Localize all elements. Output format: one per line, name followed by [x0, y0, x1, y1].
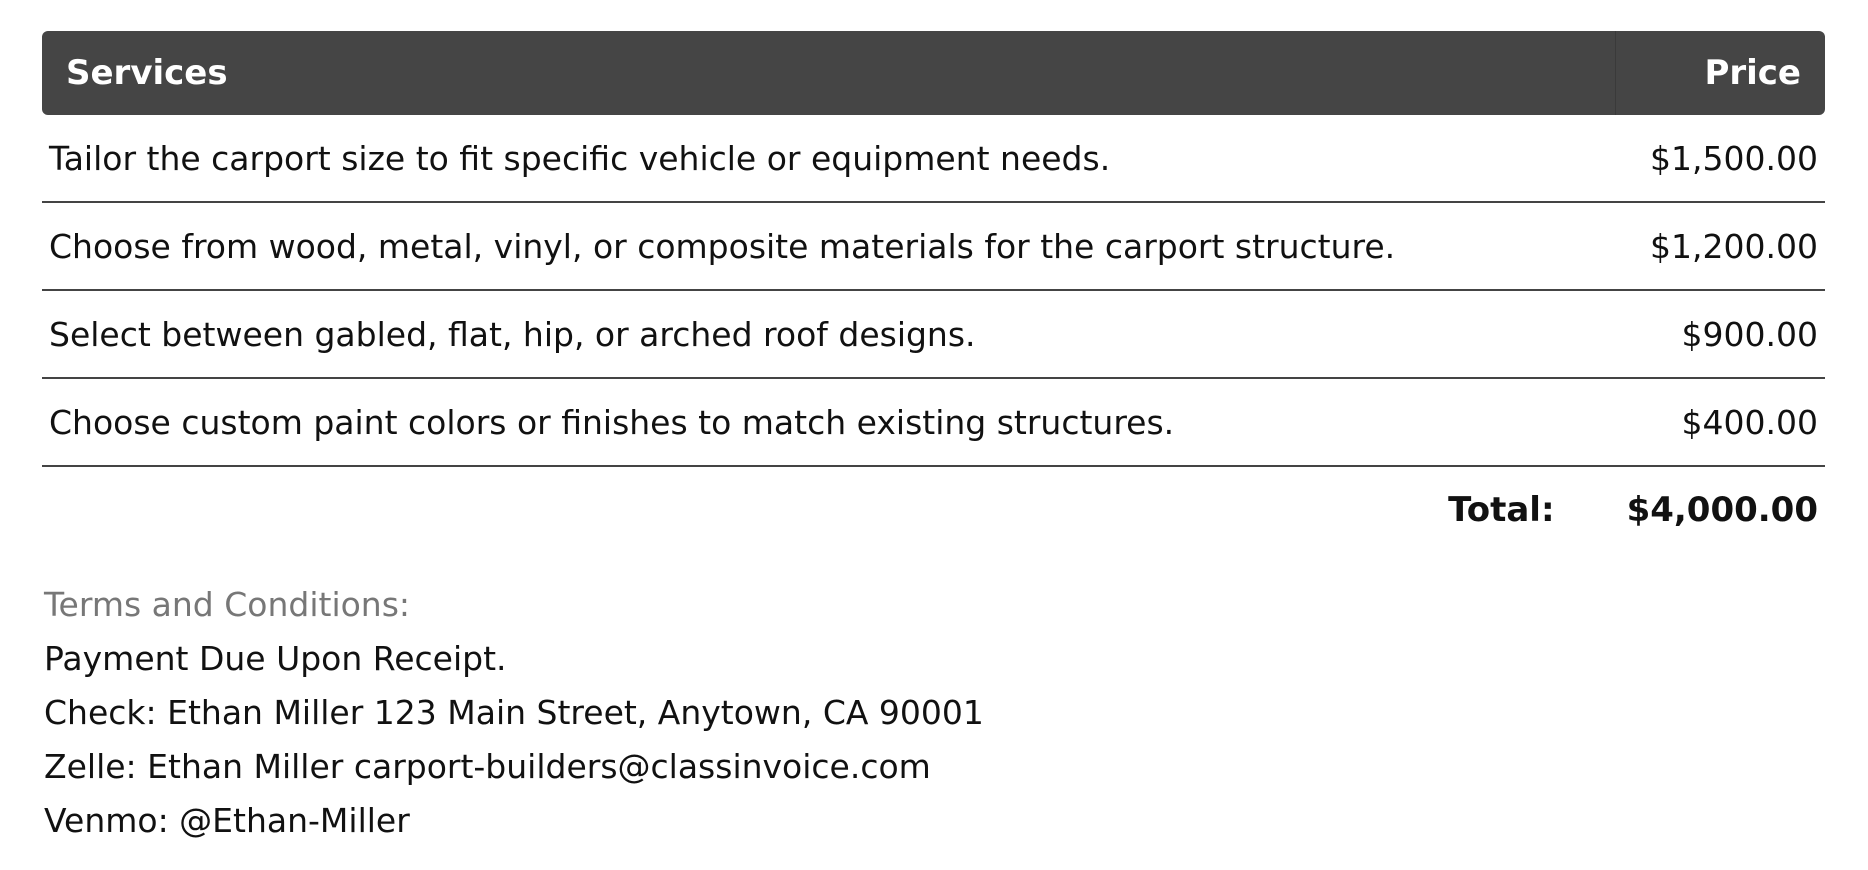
- services-column-header: Services: [66, 53, 228, 93]
- service-description: Tailor the carport size to fit specific vehicle or equipment needs.: [49, 138, 1111, 178]
- table-header: [42, 31, 1825, 115]
- table-row: [42, 379, 1825, 467]
- price-column-header: Price: [1615, 31, 1825, 115]
- total-row: [42, 467, 1825, 553]
- service-price: $1,200.00: [1650, 226, 1818, 266]
- terms-title: Terms and Conditions:: [44, 585, 411, 624]
- table-row: [42, 115, 1825, 203]
- terms-line-zelle: Zelle: Ethan Miller carport-builders@classinvoice.com: [44, 747, 931, 786]
- service-description: Choose from wood, metal, vinyl, or composite materials for the carport structure.: [49, 226, 1396, 266]
- service-price: $900.00: [1681, 314, 1818, 354]
- terms-section: [44, 578, 984, 848]
- total-label: Total:: [1448, 490, 1555, 530]
- table-row: [42, 203, 1825, 291]
- terms-line-payment-due: Payment Due Upon Receipt.: [44, 639, 507, 678]
- table-row: [42, 291, 1825, 379]
- services-table: [42, 31, 1825, 553]
- service-price: $1,500.00: [1650, 138, 1818, 178]
- total-value: $4,000.00: [1626, 490, 1818, 530]
- terms-line-venmo: Venmo: @Ethan-Miller: [44, 801, 410, 840]
- service-description: Choose custom paint colors or finishes to match existing structures.: [49, 402, 1175, 442]
- service-description: Select between gabled, flat, hip, or arched roof designs.: [49, 314, 976, 354]
- terms-line-check: Check: Ethan Miller 123 Main Street, Anytown, CA 90001: [44, 693, 984, 732]
- service-price: $400.00: [1681, 402, 1818, 442]
